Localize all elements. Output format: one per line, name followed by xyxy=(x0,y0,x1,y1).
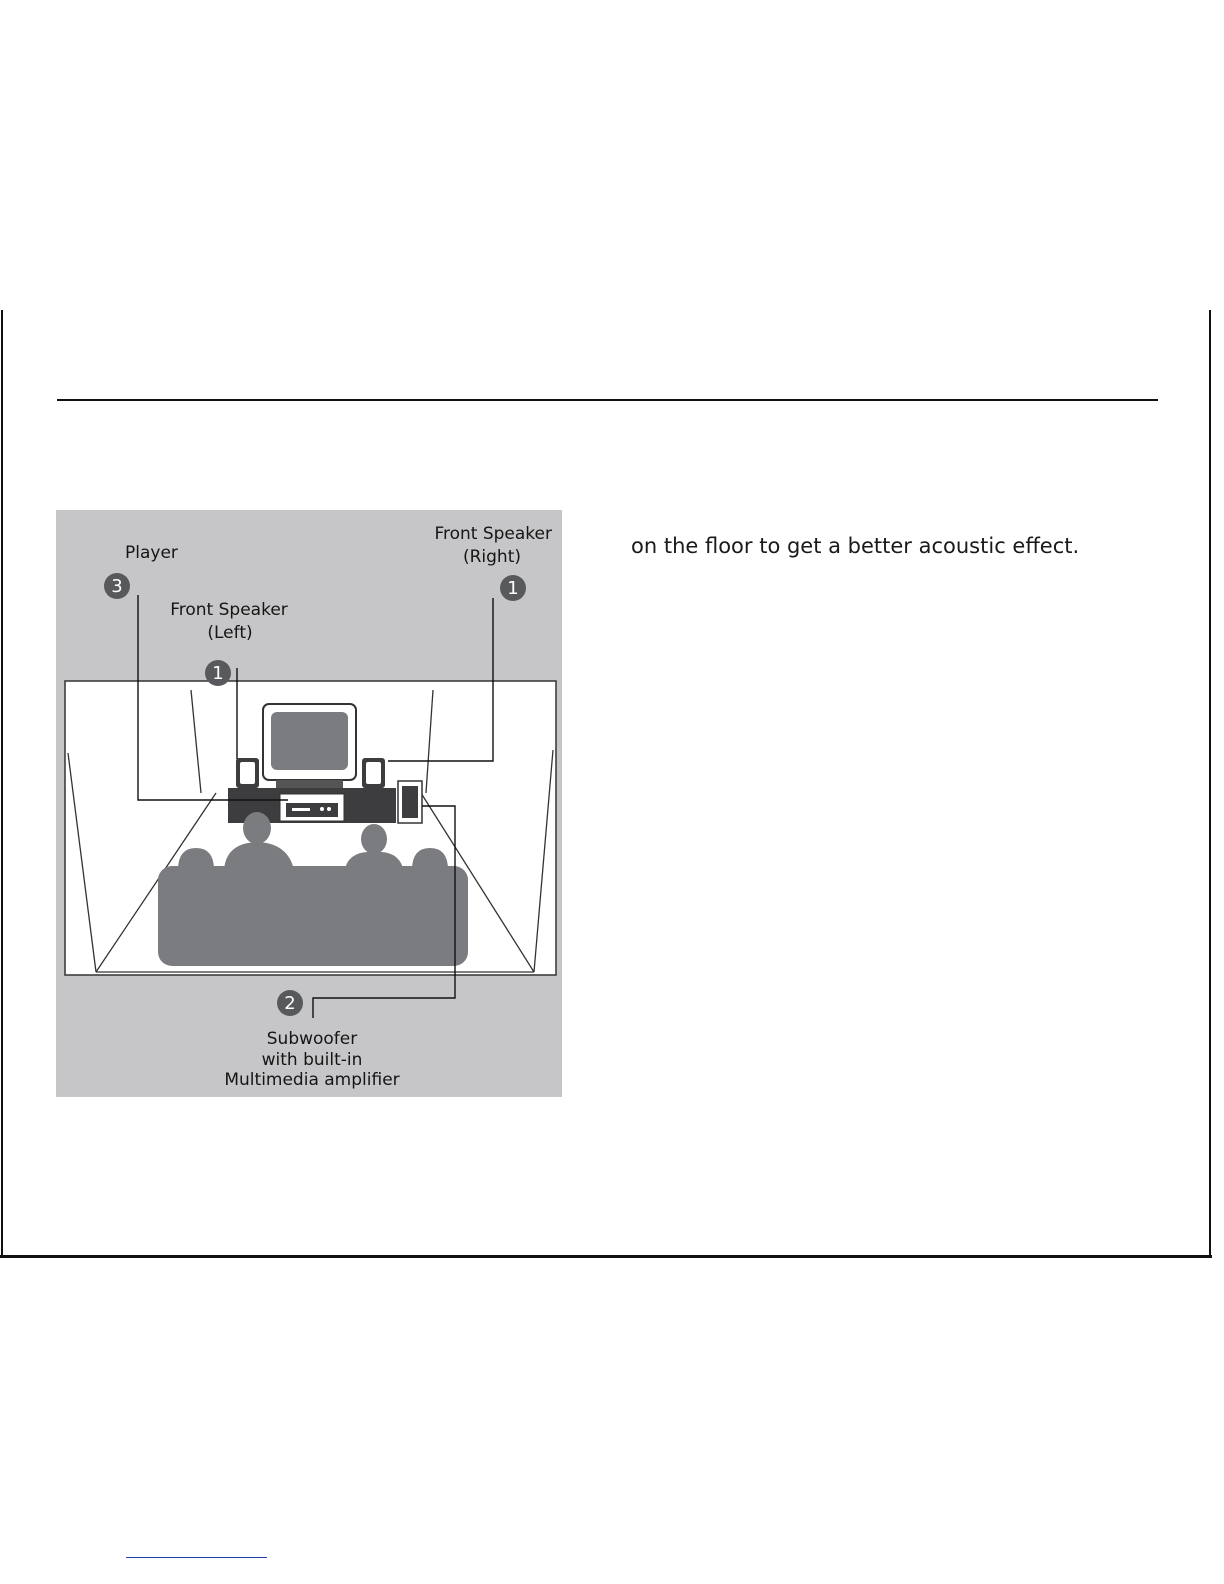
marker-player-number: 3 xyxy=(111,576,123,597)
label-front-left-line2: (Left) xyxy=(207,623,253,643)
marker-subwoofer xyxy=(277,990,303,1016)
marker-front-right-number: 1 xyxy=(507,578,519,599)
page-frame-bottom xyxy=(0,1255,1212,1258)
marker-front-right xyxy=(500,575,526,601)
television xyxy=(263,704,356,788)
label-front-right-line2: (Right) xyxy=(462,547,521,567)
page-frame-right xyxy=(1209,310,1211,1258)
subwoofer-unit xyxy=(398,781,422,823)
marker-player xyxy=(104,573,130,599)
label-subwoofer-line3: Multimedia amplifier xyxy=(224,1070,400,1090)
header-rule xyxy=(57,399,1158,401)
label-subwoofer-line2: with built-in xyxy=(261,1050,363,1070)
marker-subwoofer-number: 2 xyxy=(284,993,296,1014)
label-subwoofer-line1: Subwoofer xyxy=(266,1029,358,1049)
footnote-link-underline xyxy=(126,1557,267,1558)
player-unit xyxy=(286,803,338,817)
marker-front-left xyxy=(205,660,231,686)
label-front-right-line1: Front Speaker xyxy=(434,524,552,544)
label-front-left-line1: Front Speaker xyxy=(170,600,288,620)
front-speaker-left xyxy=(236,758,259,788)
page-frame-left xyxy=(1,310,3,1258)
body-text: on the floor to get a better acoustic effect. xyxy=(631,534,1080,558)
label-player: Player xyxy=(125,543,178,563)
speaker-placement-illustration xyxy=(56,510,562,1097)
front-speaker-right xyxy=(362,758,385,788)
marker-front-left-number: 1 xyxy=(212,663,224,684)
